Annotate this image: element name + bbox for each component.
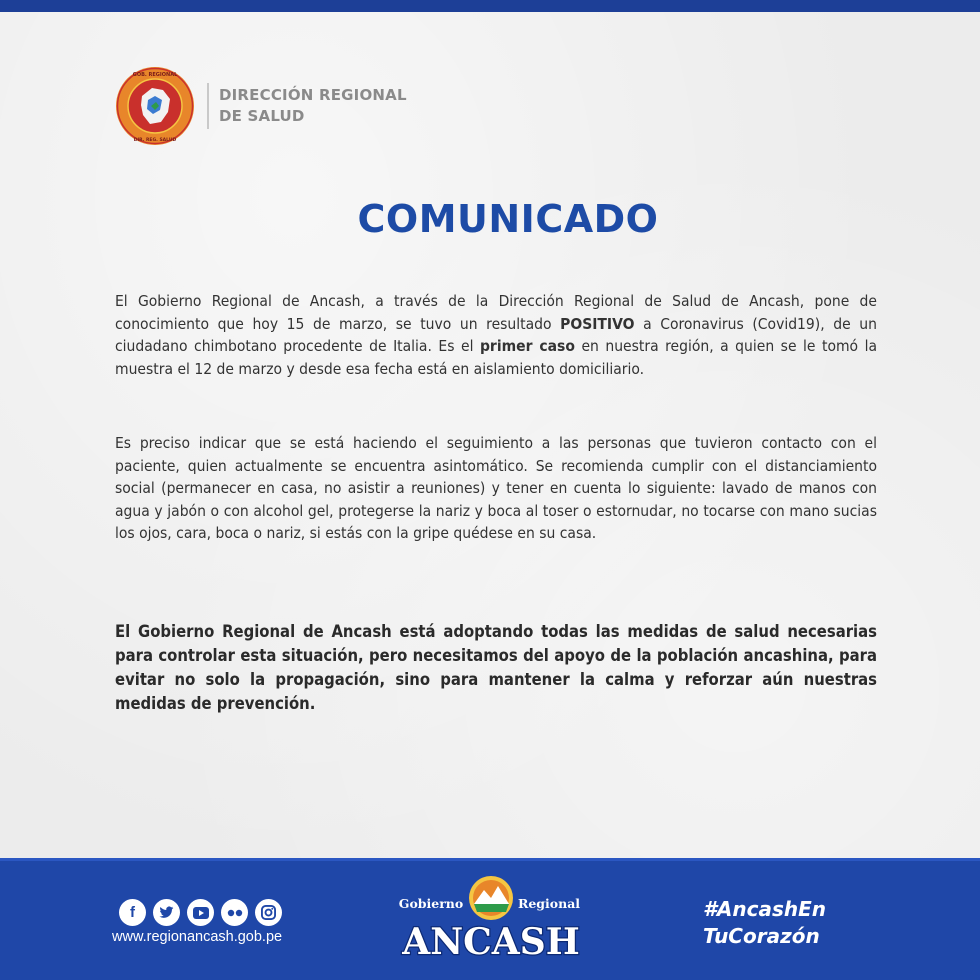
svg-text:Gobierno: Gobierno: [398, 896, 464, 911]
p1-bold-positivo: POSITIVO: [560, 314, 635, 333]
header-divider: [207, 83, 209, 129]
facebook-icon[interactable]: f: [119, 899, 146, 926]
gobierno-regional-ancash-logo: [398, 868, 584, 966]
website-link[interactable]: www.regionancash.gob.pe: [112, 929, 283, 945]
twitter-icon[interactable]: [153, 899, 180, 926]
department-name: [219, 85, 407, 127]
paragraph-1: [115, 290, 877, 380]
youtube-play-glyph: [193, 907, 209, 919]
department-line-2: DE SALUD: [219, 107, 305, 125]
hashtag: [703, 896, 826, 950]
twitter-bird-glyph: [159, 906, 174, 919]
paragraph-2: Es preciso indicar que se está haciendo el seguimiento a las personas que tuvieron contacto con el paciente, quien actualmente se encuentra asintomático. Se recomienda cumplir con el distanciamiento social (permanecer en casa, no asistir a reuniones) y tener en cuenta lo siguiente: lavado de manos con agua y jabón o con alcohol gel, protegerse la nariz y boca al toser o estornudar, no tocarse con mano sucias los ojos, cara, boca o nariz, si estás con la gripe quédese en su casa.: [115, 434, 877, 542]
paragraph-3: El Gobierno Regional de Ancash está adoptando todas las medidas de salud necesarias para controlar esta situación, pero necesitamos del apoyo de la población ancashina, para evitar no solo la propagación, sino para mantener la calma y reforzar aún nuestras medidas de prevención.: [115, 622, 877, 713]
department-line-1: DIRECCIÓN REGIONAL: [219, 86, 407, 104]
social-links: [119, 899, 282, 926]
p1-bold-primer-caso: primer caso: [479, 337, 575, 355]
svg-text:Regional: Regional: [517, 896, 581, 911]
svg-text:DIR. REG. SALUD: DIR. REG. SALUD: [133, 138, 177, 143]
youtube-icon[interactable]: [187, 899, 214, 926]
flickr-icon[interactable]: [221, 899, 248, 926]
top-accent-bar: [0, 0, 980, 12]
header: [115, 66, 407, 146]
hashtag-line-2: TuCorazón: [703, 924, 820, 948]
p1-text-3: en nuestra región, a quien se le tomó la muestra el 12 de marzo y desde esa fecha está en aislamiento domiciliario.: [115, 337, 878, 378]
instagram-camera-glyph: [261, 905, 276, 920]
hashtag-line-1: #AncashEn: [703, 897, 827, 921]
p1-text-1: El Gobierno Regional de Ancash, a través de la Dirección Regional de Salud de Ancash, pone de conocimiento que hoy 15 de marzo, se tuvo un resultado: [115, 292, 877, 333]
regional-seal-logo: [115, 66, 195, 146]
instagram-icon[interactable]: [255, 899, 282, 926]
svg-text:ANCASH: ANCASH: [402, 921, 580, 963]
flickr-dots-glyph: [227, 909, 243, 917]
svg-text:GOB. REGIONAL: GOB. REGIONAL: [132, 72, 178, 78]
p1-text-2: a Coronavirus (Covid19), de un ciudadano chimbotano procedente de Italia. Es el: [115, 314, 877, 355]
document-title: COMUNICADO: [357, 197, 659, 241]
footer-top-line: [0, 858, 980, 861]
